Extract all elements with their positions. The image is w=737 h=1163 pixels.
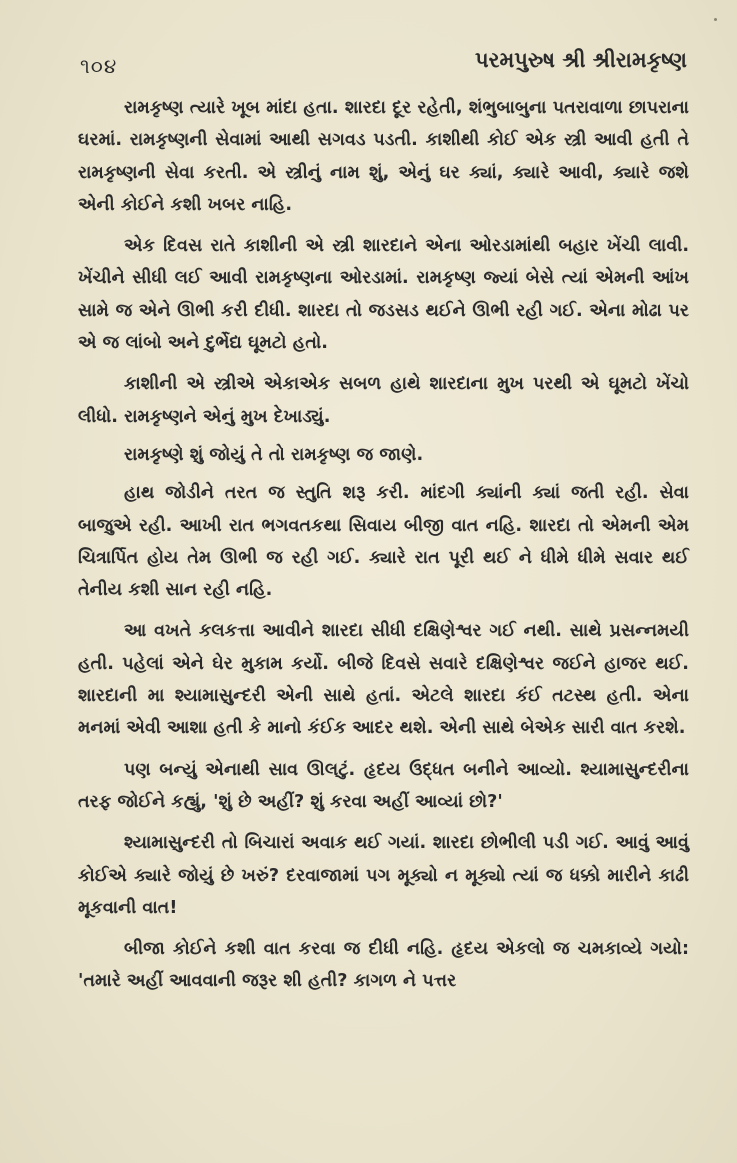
paragraph: બીજા કોઈને કશી વાત કરવા જ દીધી નહિ. હૃદય એકલો જ ચમકાવ્યે ગયો: 'તમારે અહીં આવવાની જરૂર શી હતી? કાગળ ને પત્તર <box>78 939 689 992</box>
paragraph: રામકૃષ્ણે શું જોયું તે તો રામકૃષ્ણ જ જાણે. <box>124 444 424 465</box>
running-head: પરમપુરુષ શ્રી શ્રીરામકૃષ્ણ <box>474 48 687 72</box>
paper-speck <box>714 18 717 21</box>
paragraph: એક દિવસ રાતે કાશીની એ સ્ત્રી શારદાને એના ઓરડામાંથી બહાર ખેંચી લાવી. ખેંચીને સીધી લઈ આવી રામકૃષ્ણના ઓરડામાં. રામકૃષ્ણ જ્યાં બેસે ત્યાં એમની આંખ સામે જ એને ઊભી કરી દીધી. શારદા તો જડસડ થઈને ઊભી રહી ગઈ. એના મોઢા પર એ જ લાંબો અને દુર્ભેદ્ય ઘૂમટો હતો. <box>78 236 689 354</box>
page-body <box>78 92 689 1007</box>
paragraph: રામકૃષ્ણ ત્યારે ખૂબ માંદા હતા. શારદા દૂર રહેતી, શંભુબાબુના પતરાવાળા છાપરાના ઘરમાં. રામકૃષ્ણની સેવામાં આથી સગવડ પડતી. કાશીથી કોઈ એક સ્ત્રી આવી હતી તે રામકૃષ્ણની સેવા કરતી. એ સ્ત્રીનું નામ શું, એનું ઘર ક્યાં, ક્યારે આવી, ક્યારે જશે એની કોઈને કશી ખબર નાહિ. <box>78 98 689 215</box>
paragraph: આ વખતે કલકત્તા આવીને શારદા સીધી દક્ષિણેશ્વર ગઈ નથી. સાથે પ્રસન્નમયી હતી. પહેલાં એને ઘેર મુકામ કર્યો. બીજે દિવસે સવારે દક્ષિણેશ્વર જઈને હાજર થઈ. શારદાની મા શ્યામાસુન્દરી એની સાથે હતાં. એટલે શારદા કંઈ તટસ્થ હતી. એના મનમાં એવી આશા હતી કે માનો કંઈક આદર થશે. એની સાથે બેએક સારી વાત કરશે. <box>78 621 689 739</box>
paragraph: પણ બન્યું એનાથી સાવ ઊલટું. હૃદય ઉદ્ધત બનીને આવ્યો. શ્યામાસુન્દરીના તરફ જોઈને કહ્યું, 'શું છે અહીં? શું કરવા અહીં આવ્યાં છો?' <box>78 759 689 812</box>
page-header <box>80 48 687 82</box>
paragraph: હાથ જોડીને તરત જ સ્તુતિ શરૂ કરી. માંદગી ક્યાંની ક્યાં જતી રહી. સેવા બાજુએ રહી. આખી રાત ભગવતકથા સિવાય બીજી વાત નહિ. શારદા તો એમની એમ ચિત્રાર્પિત હોય તેમ ઊભી જ રહી ગઈ. ક્યારે રાત પૂરી થઈ ને ધીમે ધીમે સવાર થઈ તેનીય કશી સાન રહી નહિ. <box>78 483 689 601</box>
paragraph: કાશીની એ સ્ત્રીએ એકાએક સબળ હાથે શારદાના મુખ પરથી એ ઘૂમટો ખેંચો લીધો. રામકૃષ્ણને એનું મુખ દેખાડ્યું. <box>78 374 689 427</box>
paragraph: શ્યામાસુન્દરી તો બિચારાં અવાક થઈ ગયાં. શારદા છોભીલી પડી ગઈ. આવું આવું કોઈએ ક્યારે જોયું છે ખરું? દરવાજામાં પગ મૂક્યો ન મૂક્યો ત્યાં જ ધક્કો મારીને કાઢી મૂકવાની વાત! <box>78 833 689 918</box>
page-number: ૧૦૪ <box>80 54 118 78</box>
